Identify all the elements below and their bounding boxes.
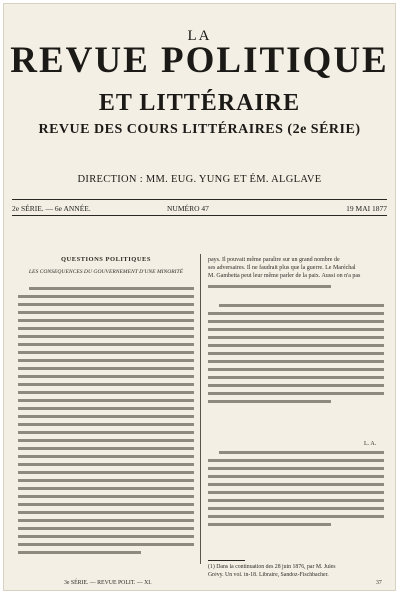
left-column [18,256,194,559]
text-line [208,459,384,462]
text-line [18,479,194,482]
text-line [18,503,194,506]
text-line [208,400,331,403]
text-line [208,336,384,339]
right-column [208,256,384,531]
text-line [208,360,384,363]
text-line [208,384,384,387]
journal-subtitle: ET LITTÉRAIRE [98,90,301,116]
text-line [18,447,194,450]
page-number: 37 [376,580,382,586]
text-line [208,523,331,526]
bottom-rule [12,215,387,216]
text-line [18,471,194,474]
masthead-la: LA [187,28,212,44]
text-line [18,311,194,314]
text-line [18,399,194,402]
text-line [18,511,194,514]
column-divider [200,254,201,564]
text-line [18,535,194,538]
text-line [219,451,384,454]
issue-series: 2e SÉRIE. — 6e ANNÉE. [12,204,91,213]
text-line [208,515,384,518]
article-heading: QUESTIONS POLITIQUES [60,256,151,263]
right-text-line-3: M. Gambetta peut leur même parler de la paix. Aussi on n'a pas [208,273,361,279]
text-line [18,351,194,354]
text-line [208,328,384,331]
right-text-line-1: pays. Il pouvait même paraître sur un grand nombre de [208,257,340,263]
text-line [18,495,194,498]
text-line [18,463,194,466]
issue-date: 19 MAI 1877 [346,204,387,213]
article-signature: L. A. [364,441,377,447]
text-line [208,491,384,494]
text-line [18,551,141,554]
text-line [18,527,194,530]
issue-number: NUMÉRO 47 [167,204,209,213]
text-line [18,303,194,306]
right-text-line-2: ses adversaires. Il ne faudrait plus que la guerre. Le Maréchal [208,265,356,271]
text-line [18,319,194,322]
text-line [18,423,194,426]
text-line [18,375,194,378]
text-line [208,499,384,502]
text-line [18,519,194,522]
text-line [18,335,194,338]
text-line [18,343,194,346]
text-line [208,312,384,315]
article-subheading: LES CONSEQUENCES DU GOUVERNEMENT D'UNE MINORITÉ [28,269,184,275]
text-line [208,376,384,379]
text-line [208,285,331,288]
footnote: (1) Dans la continuation des 28 juin 1876, par M. Jules [208,564,336,570]
text-line [18,383,194,386]
text-line [208,368,384,371]
footnote-rule [208,560,245,561]
text-line [208,475,384,478]
text-line [208,467,384,470]
text-line [18,431,194,434]
text-line [18,295,194,298]
journal-page [3,3,396,591]
direction-line: DIRECTION : MM. EUG. YUNG ET ÉM. ALGLAVE [77,174,322,185]
text-line [208,392,384,395]
text-line [18,487,194,490]
text-line [18,391,194,394]
text-line [208,507,384,510]
text-line [18,367,194,370]
top-rule [12,199,387,200]
text-line [208,483,384,486]
text-line [208,320,384,323]
journal-title: REVUE POLITIQUE [10,40,389,81]
text-line [208,352,384,355]
text-line [18,543,194,546]
series-subtitle: REVUE DES COURS LITTÉRAIRES (2e SÉRIE) [38,122,361,137]
text-line [18,359,194,362]
text-line [18,415,194,418]
text-line [219,304,384,307]
text-line [18,455,194,458]
footer-series: 3e SÉRIE. — REVUE POLIT. — XI. [64,580,152,586]
footnote-continued: Grévy. Un vol. in-18. Libraire, Sandoz-Fischbacher. [208,572,329,578]
text-line [18,439,194,442]
text-line [208,344,384,347]
text-line [18,327,194,330]
text-line [18,407,194,410]
text-line [29,287,194,290]
